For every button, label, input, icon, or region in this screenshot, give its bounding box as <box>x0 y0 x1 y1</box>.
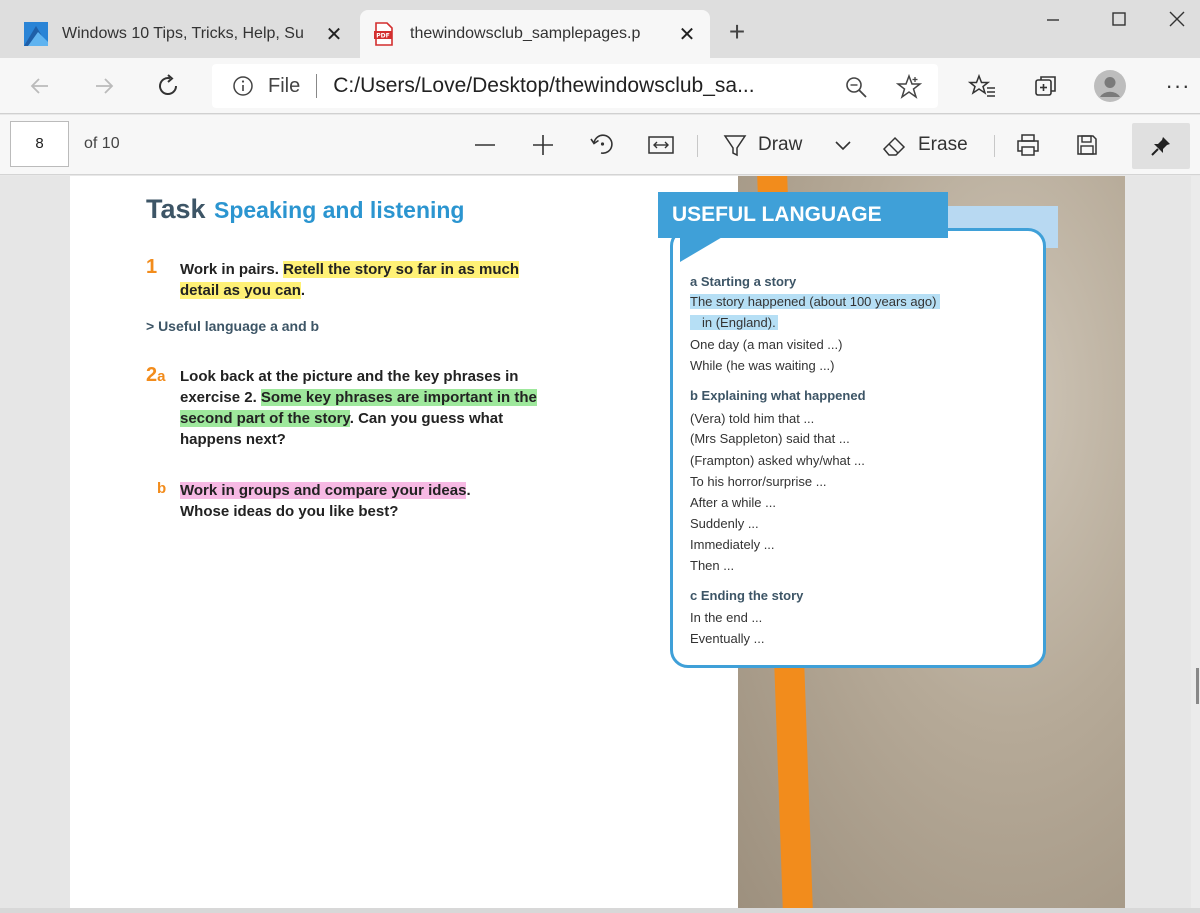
favorites-list-icon <box>968 73 996 99</box>
plus-icon <box>531 133 555 157</box>
toolbar-divider <box>994 135 995 157</box>
refresh-button[interactable] <box>153 70 185 102</box>
page-number-input[interactable]: 8 <box>10 121 69 167</box>
window-bottom-edge <box>0 908 1200 913</box>
exercise-1-text <box>180 259 560 301</box>
exercise-number: 1 <box>146 256 158 278</box>
eraser-icon <box>880 132 908 158</box>
list-item: After a while ... <box>690 495 776 510</box>
highlighted-text: Some key phrases are important in the second part of the story <box>180 389 537 427</box>
more-options-button[interactable]: ··· <box>1165 73 1191 98</box>
title-bar <box>0 0 1200 58</box>
useful-language-reference: > Useful language a and b <box>146 318 320 334</box>
favorite-star-icon[interactable] <box>896 74 922 100</box>
useful-language-title: USEFUL LANGUAGE <box>658 192 948 238</box>
section-heading: a Starting a story <box>690 274 797 289</box>
exercise-text: . Can you guess what happens next? <box>180 410 504 448</box>
maximize-button[interactable] <box>1094 4 1144 34</box>
close-icon[interactable]: ✕ <box>325 23 343 46</box>
minus-icon <box>473 133 497 157</box>
close-window-button[interactable] <box>1152 4 1200 34</box>
exercise-text: . <box>466 482 471 499</box>
info-icon[interactable] <box>232 75 254 97</box>
scheme-label: File <box>268 74 301 97</box>
scrollbar-thumb[interactable] <box>1196 668 1199 704</box>
list-item: Then ... <box>690 558 735 573</box>
list-item: Immediately ... <box>690 537 775 552</box>
exercise-number <box>146 364 165 387</box>
document-viewport[interactable] <box>0 176 1200 913</box>
tab-label: Windows 10 Tips, Tricks, Help, Su <box>62 25 304 42</box>
list-item: (Mrs Sappleton) said that ... <box>690 431 850 446</box>
section-heading: b Explaining what happened <box>690 388 866 403</box>
forward-button[interactable] <box>88 70 120 102</box>
task-subtitle: Speaking and listening <box>214 197 465 223</box>
task-word: Task <box>146 194 206 224</box>
windows-logo-icon <box>24 22 48 46</box>
avatar-icon <box>1094 70 1126 102</box>
draw-options-dropdown[interactable] <box>830 129 856 161</box>
arrow-right-icon <box>92 74 116 98</box>
highlighted-text: Work in groups and compare your ideas <box>180 482 467 499</box>
minimize-button[interactable] <box>1028 4 1078 34</box>
close-icon[interactable]: ✕ <box>678 23 696 46</box>
pin-toolbar-button[interactable] <box>1132 123 1190 169</box>
save-button[interactable] <box>1072 129 1102 161</box>
rotate-button[interactable] <box>587 129 617 161</box>
highlighted-text: The story happened (about 100 years ago) <box>690 294 940 309</box>
divider <box>316 74 317 98</box>
exercise-text: . <box>300 282 306 299</box>
list-item: To his horror/surprise ... <box>690 474 827 489</box>
list-item: Eventually ... <box>690 631 765 646</box>
list-item: Suddenly ... <box>690 516 759 531</box>
exercise-letter: a <box>157 368 166 385</box>
pdf-file-icon <box>372 22 396 46</box>
pdf-page <box>70 176 1125 909</box>
print-button[interactable] <box>1013 129 1043 161</box>
collections-button[interactable] <box>1030 70 1062 102</box>
highlighted-text: Retell the story so far in as much detail as you can <box>180 261 519 299</box>
address-bar[interactable] <box>212 64 938 108</box>
list-item: One day (a man visited ...) <box>690 337 843 352</box>
chevron-down-icon <box>833 135 853 155</box>
minimize-icon <box>1045 11 1061 27</box>
exercise-text: Look back at the picture and the key phrases in exercise 2. <box>180 368 519 406</box>
exercise-text: Whose ideas do you like best? <box>180 503 399 520</box>
close-icon <box>1168 10 1186 28</box>
task-heading <box>146 194 464 225</box>
vertical-scrollbar[interactable] <box>1191 176 1200 913</box>
maximize-icon <box>1111 11 1127 27</box>
exercise-2b-text <box>180 480 560 522</box>
list-item <box>690 315 778 330</box>
zoom-out-button[interactable] <box>470 129 500 161</box>
refresh-icon <box>156 73 182 99</box>
section-heading: c Ending the story <box>690 588 804 603</box>
list-item <box>690 294 940 309</box>
new-tab-button[interactable]: + <box>728 16 746 47</box>
list-item: While (he was waiting ...) <box>690 358 835 373</box>
favorites-button[interactable] <box>966 70 998 102</box>
exercise-2a-text <box>180 366 560 450</box>
highlighted-text: in (England). <box>690 315 778 330</box>
navigation-bar <box>0 58 1200 114</box>
zoom-icon[interactable] <box>844 75 868 99</box>
zoom-in-button[interactable] <box>528 129 558 161</box>
pen-icon <box>722 132 748 158</box>
collections-icon <box>1033 73 1059 99</box>
draw-button[interactable] <box>722 129 802 161</box>
list-item: (Frampton) asked why/what ... <box>690 453 865 468</box>
tab-pdf[interactable] <box>360 10 710 58</box>
save-icon <box>1075 133 1099 157</box>
fit-width-icon <box>647 134 675 156</box>
profile-button[interactable] <box>1094 70 1126 102</box>
erase-label: Erase <box>918 134 968 155</box>
rotate-icon <box>589 132 615 158</box>
tab-label: thewindowsclub_samplepages.p <box>410 25 641 42</box>
page-count-label: of 10 <box>84 135 120 152</box>
list-item: (Vera) told him that ... <box>690 411 815 426</box>
printer-icon <box>1015 132 1041 158</box>
arrow-left-icon <box>28 74 52 98</box>
svg-text:PDF: PDF <box>376 32 390 40</box>
url-text[interactable]: C:/Users/Love/Desktop/thewindowsclub_sa... <box>333 74 755 97</box>
tab-windows-club[interactable] <box>12 10 357 58</box>
erase-button[interactable] <box>880 129 968 161</box>
pdf-toolbar <box>0 115 1200 175</box>
speech-bubble-tail <box>680 236 724 262</box>
back-button[interactable] <box>24 70 56 102</box>
exercise-number-digit: 2 <box>146 364 158 386</box>
toolbar-divider <box>697 135 698 157</box>
pin-icon <box>1150 135 1172 157</box>
exercise-text: Work in pairs. <box>180 261 284 278</box>
list-item: In the end ... <box>690 610 763 625</box>
fit-to-width-button[interactable] <box>646 129 676 161</box>
draw-label: Draw <box>758 134 803 155</box>
exercise-letter: b <box>157 480 167 497</box>
